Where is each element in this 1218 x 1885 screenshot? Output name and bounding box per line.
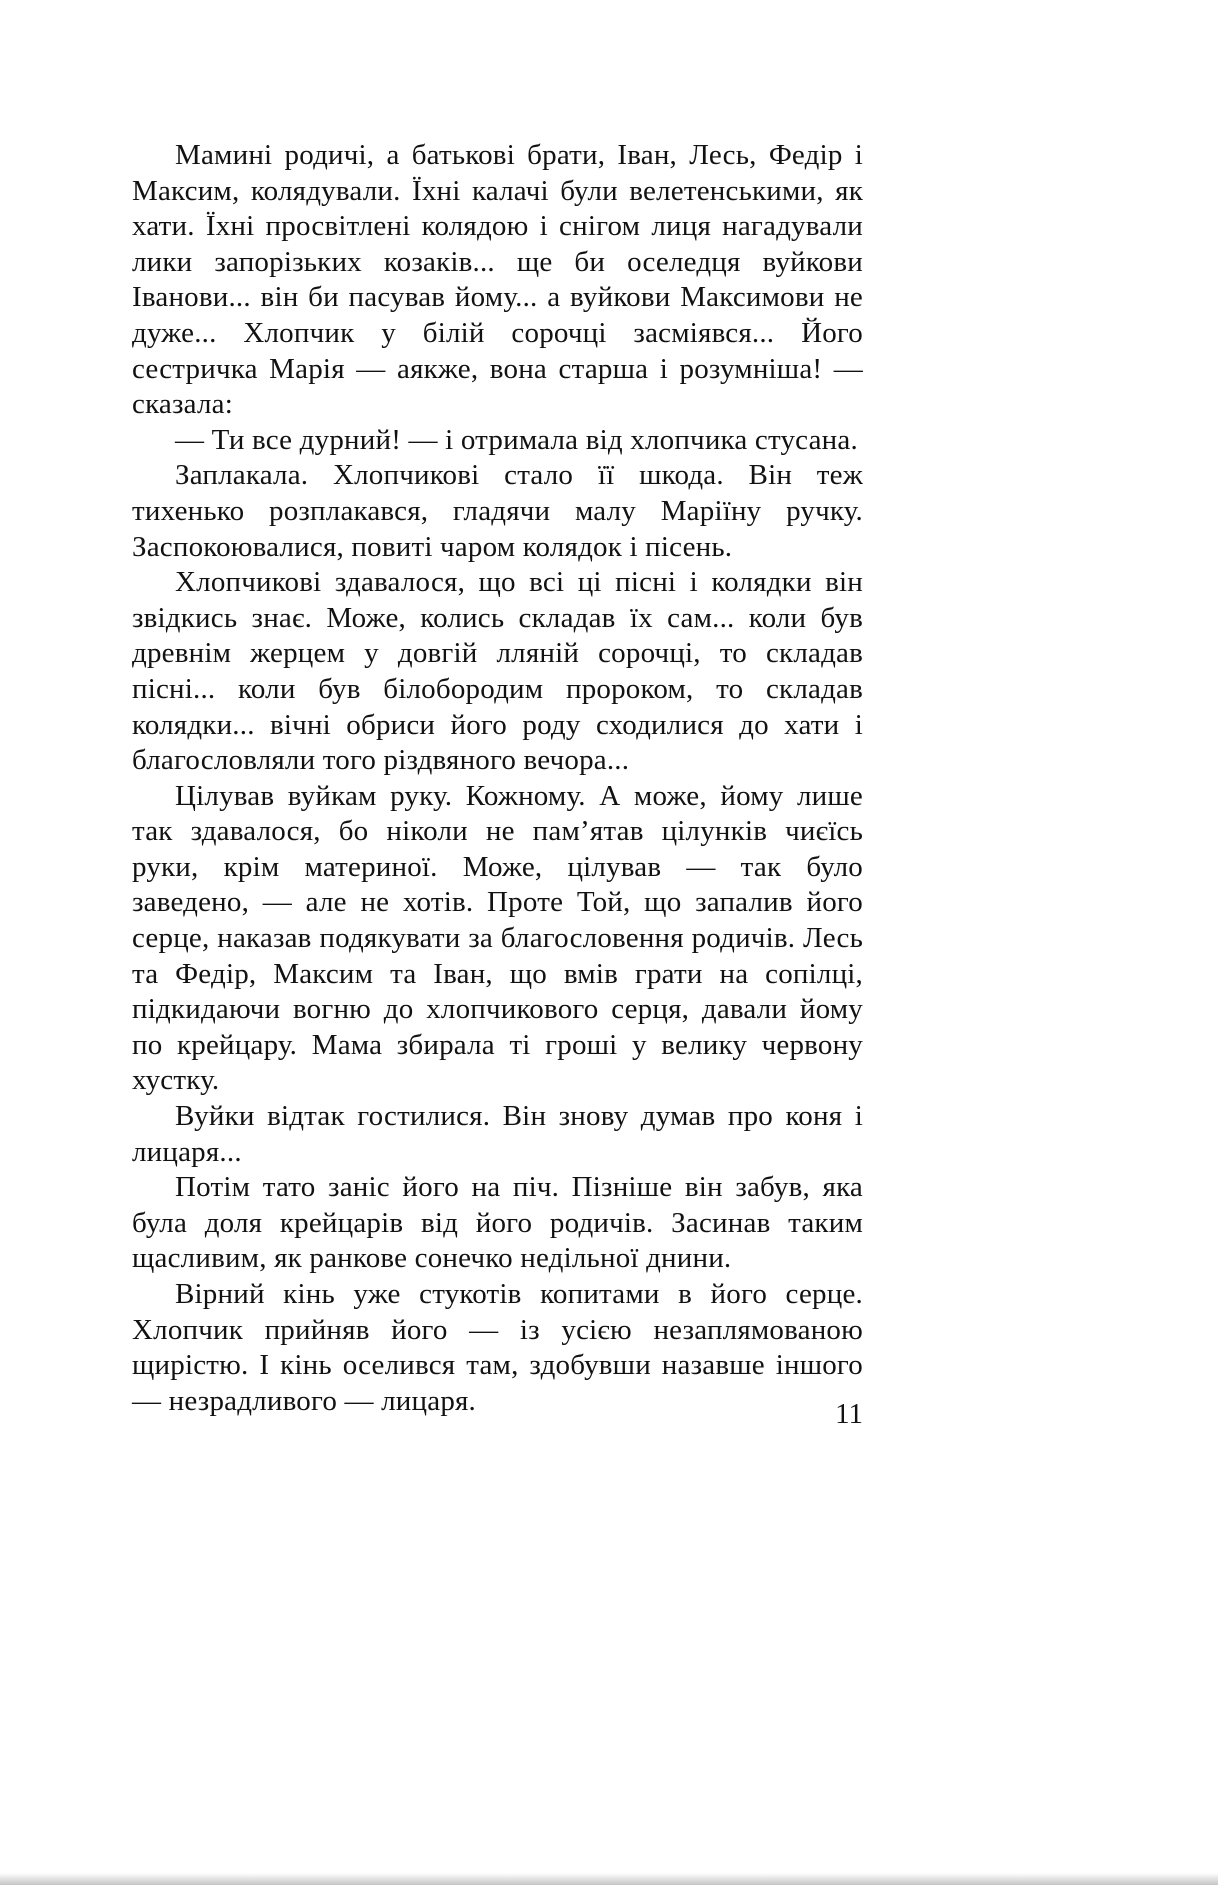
paragraph: Вірний кінь уже стукотів копитами в його серце. Хлопчик прийняв його — із усією незаплямованою щирістю. І кінь оселився там, здобувши назавше іншого — незрадливого — лицаря.: [132, 1278, 863, 1417]
page-number: 11: [835, 1398, 863, 1430]
paragraph: Хлопчикові здавалося, що всі ці пісні і колядки він звідкись знає. Може, колись складав їх сам... коли був древнім жерцем у довгій лляній сорочці, то складав пісні... коли був білобородим пророком, то складав колядки... вічні обриси його роду сходилися до хати і благословляли того різдвяного вечора...: [132, 566, 863, 777]
paragraph: Потім тато заніс його на піч. Пізніше він забув, яка була доля крейцарів від його родичів. Засинав таким щасливим, як ранкове сонечко недільної днини.: [132, 1171, 863, 1275]
scan-edge-artifact: [0, 1873, 1218, 1885]
dialogue-paragraph: — Ти все дурний! — і отримала від хлопчика стусана.: [175, 423, 858, 456]
paragraph: Заплакала. Хлопчикові стало її шкода. Він теж тихенько розплакався, гладячи малу Маріїну ручку. Заспокоювалися, повиті чаром колядок і пісень.: [132, 459, 863, 563]
paragraph: Цілував вуйкам руку. Кожному. А може, йому лише так здавалося, бо ніколи не пам’ятав цілунків чиєїсь руки, крім материної. Може, цілував — так було заведено, — але не хотів. Проте Той, що запалив його серце, наказав подякувати за благословення родичів. Лесь та Федір, Максим та Іван, що вмів грати на сопілці, підкидаючи вогню до хлопчикового серця, давали йому по крейцару. Мама збирала ті гроші у велику червону хустку.: [132, 779, 863, 1097]
paragraph: Вуйки відтак гостилися. Він знову думав про коня і лицаря...: [132, 1100, 863, 1168]
text-block: [132, 138, 863, 1419]
paragraph: Мамині родичі, а батькові брати, Іван, Лесь, Федір і Максим, колядували. Їхні калачі були велетенськими, як хати. Їхні просвітлені колядою і снігом лиця нагадували лики запорізьких козаків... ще би оселедця вуйкови Іванови... він би пасував йому... а вуйкови Максимови не дуже... Хлопчик у білій сорочці засміявся... Його сестричка Марія — аякже, вона старша і розумніша! — сказала:: [132, 139, 863, 421]
